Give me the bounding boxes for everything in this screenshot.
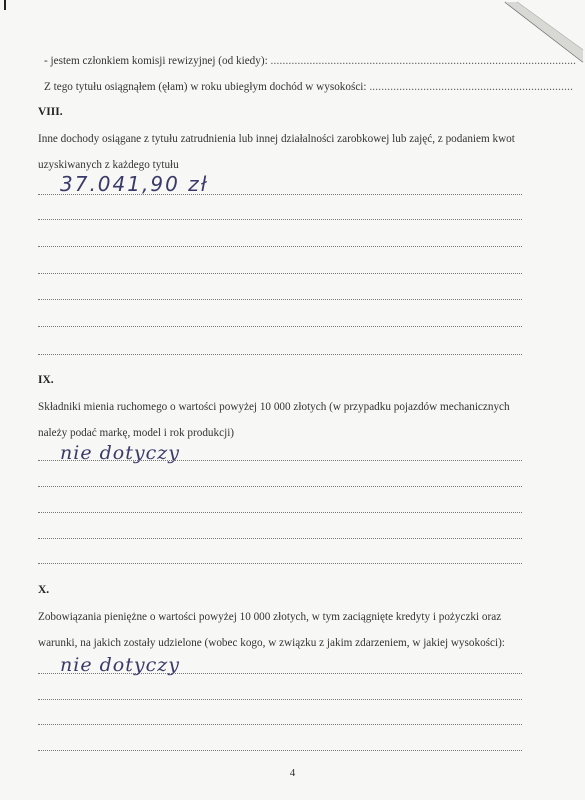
income-label: Z tego tytułu osiągnąłem (ęłam) w roku ubiegłym dochód w wysokości: <box>44 81 367 93</box>
section-x-text-2: warunki, na jakich zostały udzielone (wobec kogo, w związku z jakim zdarzeniem, w jakiej wysokości): <box>38 637 505 649</box>
section-viii-text-1: Inne dochody osiągane z tytułu zatrudnienia lub innej działalności zarobkowej lub zajęć, z podaniem kwot <box>38 133 515 145</box>
section-ix-text-2: należy podać markę, model i rok produkcji) <box>38 427 235 439</box>
answer-line <box>38 299 522 300</box>
section-ix-text-1: Składniki mienia ruchomego o wartości powyżej 10 000 złotych (w przypadku pojazdów mechanicznych <box>38 401 510 413</box>
answer-line <box>38 538 522 539</box>
answer-line <box>38 246 522 247</box>
answer-line <box>38 673 522 674</box>
section-ix-heading: IX. <box>38 374 54 386</box>
section-viii-heading: VIII. <box>38 106 63 118</box>
revision-committee-label: - jestem członkiem komisji rewizyjnej (od kiedy): <box>44 55 268 67</box>
section-viii-text-2: uzyskiwanych z każdego tytułu <box>38 159 179 171</box>
answer-line <box>38 486 522 487</box>
fill-dots: .................................................................... <box>369 81 574 93</box>
section-x-handwritten-answer: nie dotyczy <box>60 654 180 676</box>
page-number: 4 <box>289 767 296 779</box>
answer-line <box>38 750 522 751</box>
answer-line <box>38 273 522 274</box>
income-line <box>44 80 574 94</box>
answer-line <box>38 354 522 355</box>
answer-line <box>38 326 522 327</box>
answer-line <box>38 460 522 461</box>
answer-line <box>38 563 522 564</box>
answer-line <box>38 219 522 220</box>
section-x-heading: X. <box>38 584 50 596</box>
answer-line <box>38 512 522 513</box>
answer-line <box>38 194 522 195</box>
answer-line <box>38 724 522 725</box>
answer-line <box>38 699 522 700</box>
section-x-text-1: Zobowiązania pieniężne o wartości powyżej 10 000 złotych, w tym zaciągnięte kredyty i pożyczki oraz <box>38 611 502 623</box>
scan-edge-mark <box>4 0 6 10</box>
revision-committee-line <box>44 54 577 68</box>
section-viii-handwritten-amount: 37.041,90 zł <box>60 172 209 196</box>
section-ix-handwritten-answer: nie dotyczy <box>60 442 180 464</box>
fill-dots: ...................................................................................................... <box>270 55 577 67</box>
